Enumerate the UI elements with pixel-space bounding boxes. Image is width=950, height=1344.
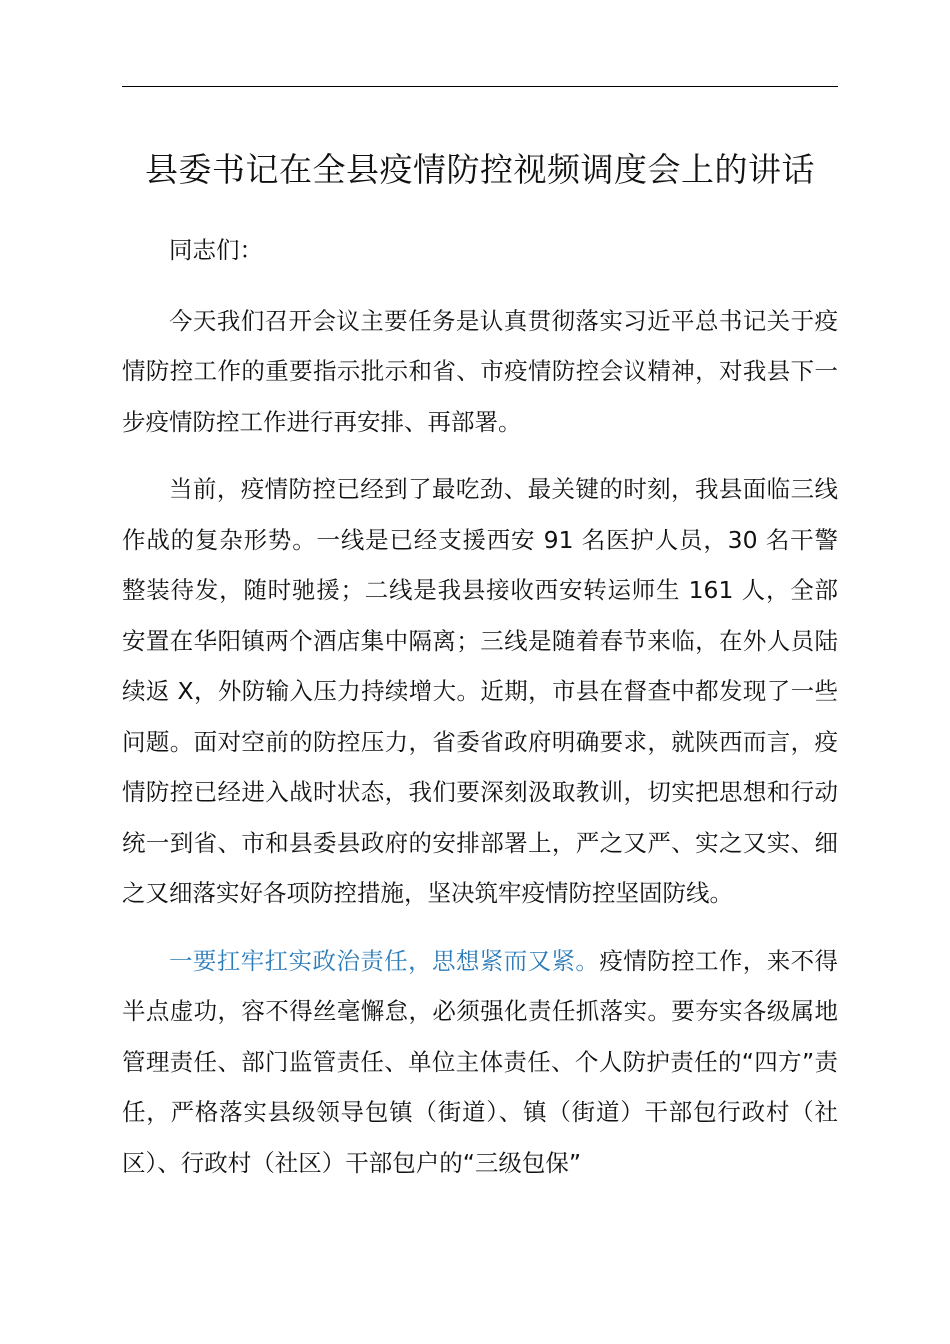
paragraph-3-body: 疫情防控工作，来不得半点虚功，容不得丝毫懈怠，必须强化责任抓落实。要夯实各级属地管理责任、部门监管责任、单位主体责任、个人防护责任的“四方”责任，严格落实县级领导包镇（街道）、镇（街道）干部包行政村（社区）、行政村（社区）干部包户的“三级包保” bbox=[122, 946, 839, 1177]
document-title: 县委书记在全县疫情防控视频调度会上的讲话 bbox=[145, 150, 815, 189]
paragraph-3 bbox=[122, 936, 838, 1189]
paragraph-2: 当前，疫情防控已经到了最吃劲、最关键的时刻，我县面临三线作战的复杂形势。一线是已经支援西安 91 名医护人员，30 名干警整装待发，随时驰援；二线是我县接收西安转运师生 161 人，全部安置在华阳镇两个酒店集中隔离；三线是随着春节来临，在外人员陆续返 X，外防输入压力持续增大。近期，市县在督查中都发现了一些问题。面对空前的防控压力，省委省政府明确要求，就陕西而言，疫情防控已经进入战时状态，我们要深刻汲取教训，切实把思想和行动统一到省、市和县委县政府的安排部署上，严之又严、实之又实、细之又细落实好各项防控措施，坚决筑牢疫情防控坚固防线。 bbox=[122, 475, 838, 907]
paragraph-3-heading: 一要扛牢扛实政治责任，思想紧而又紧。 bbox=[169, 946, 600, 975]
salutation: 同志们： bbox=[169, 236, 263, 264]
document-body bbox=[122, 225, 838, 1205]
paragraph-1: 今天我们召开会议主要任务是认真贯彻落实习近平总书记关于疫情防控工作的重要指示批示和省、市疫情防控会议精神，对我县下一步疫情防控工作进行再安排、再部署。 bbox=[122, 306, 838, 436]
header-rule bbox=[122, 86, 838, 87]
